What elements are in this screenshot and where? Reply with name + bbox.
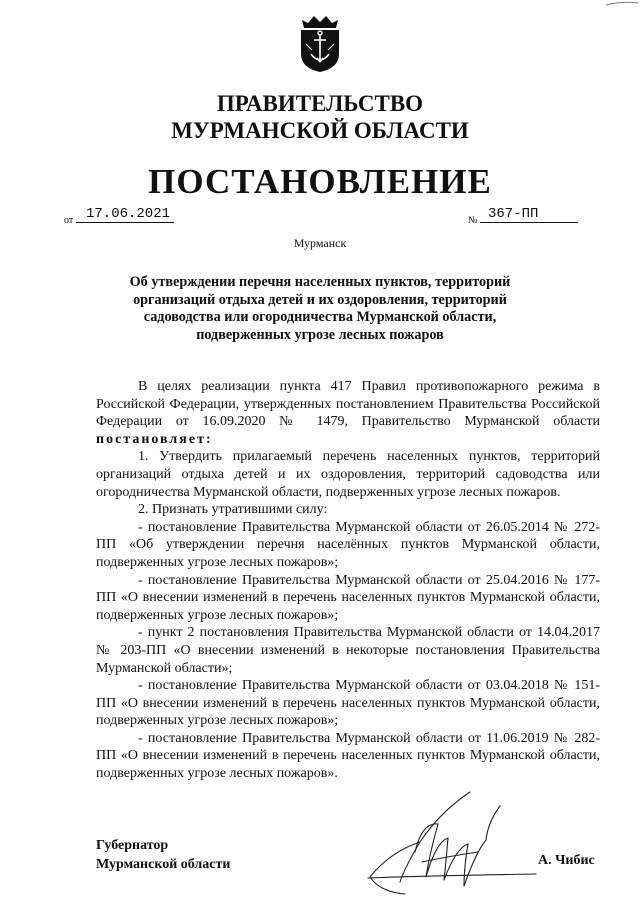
document-type-title: ПОСТАНОВЛЕНИЕ [148, 162, 492, 201]
handwritten-signature-icon [360, 782, 540, 902]
position-line1: Губернатор [96, 838, 169, 853]
city-name: Мурманск [293, 236, 347, 250]
body-paragraph: - постановление Правительства Мурманской области от 11.06.2019 № 282-ПП «О внесении изменений в перечень населенных пунктов Мурманской области, подверженных угрозе лесных пожаров». [96, 730, 600, 782]
government-title-line2: МУРМАНСКОЙ ОБЛАСТИ [171, 118, 469, 143]
body-paragraph: 2. Признать утратившими силу: [138, 502, 328, 518]
decree-date: 17.06.2021 [76, 206, 174, 223]
body-paragraph: - постановление Правительства Мурманской области от 25.04.2016 № 177-ПП «О внесении изменений в перечень населенных пунктов Мурманской области, подверженных угрозе лесных пожаров»; [96, 572, 600, 623]
intro-action: постановляет: [96, 431, 213, 447]
signatory-name: А. Чибис [538, 853, 595, 868]
government-title-line1: ПРАВИТЕЛЬСТВО [216, 91, 424, 116]
number-label: № [468, 215, 478, 226]
intro-paragraph [96, 378, 600, 448]
decree-subject: Об утверждении перечня населенных пунктов, территорий организаций отдыха детей и их оздоровления, территорий садоводства или огородничества Мурманской области, подверженных угрозе лесных пожаров [129, 274, 511, 343]
intro-text: В целях реализации пункта 417 Правил противопожарного режима в Российской Федерации, утвержденных постановлением Правительства Российской Федерации от 16.09.2020 № 1479, Правительство Мурманской области [96, 379, 600, 430]
body-paragraph: - постановление Правительства Мурманской области от 03.04.2018 № 151-ПП «О внесении изменений в перечень населенных пунктов Мурманской области, подверженных угрозе лесных пожаров»; [96, 678, 600, 729]
decree-body [96, 378, 600, 783]
date-label: от [64, 215, 74, 226]
scan-mark-decoration [604, 0, 640, 8]
signatory-position [96, 836, 230, 874]
body-paragraph: - постановление Правительства Мурманской области от 26.05.2014 № 272-ПП «Об утверждении перечня населённых пунктов Мурманской области, подверженных угрозе лесных пожаров»; [96, 519, 600, 570]
murmansk-crest-icon [298, 14, 342, 74]
body-paragraph: 1. Утвердить прилагаемый перечень населенных пунктов, территорий организаций отдыха детей и их оздоровления, территорий садоводства или огородничества Мурманской области, подверженных угрозе лесных пожаров. [96, 449, 600, 500]
decree-number: 367-ПП [480, 206, 578, 223]
body-paragraph: - пункт 2 постановления Правительства Мурманской области от 14.04.2017 № 203-ПП «О внесении изменений в некоторые постановления Правительства Мурманской области»; [96, 625, 600, 676]
position-line2: Мурманской области [96, 857, 231, 872]
